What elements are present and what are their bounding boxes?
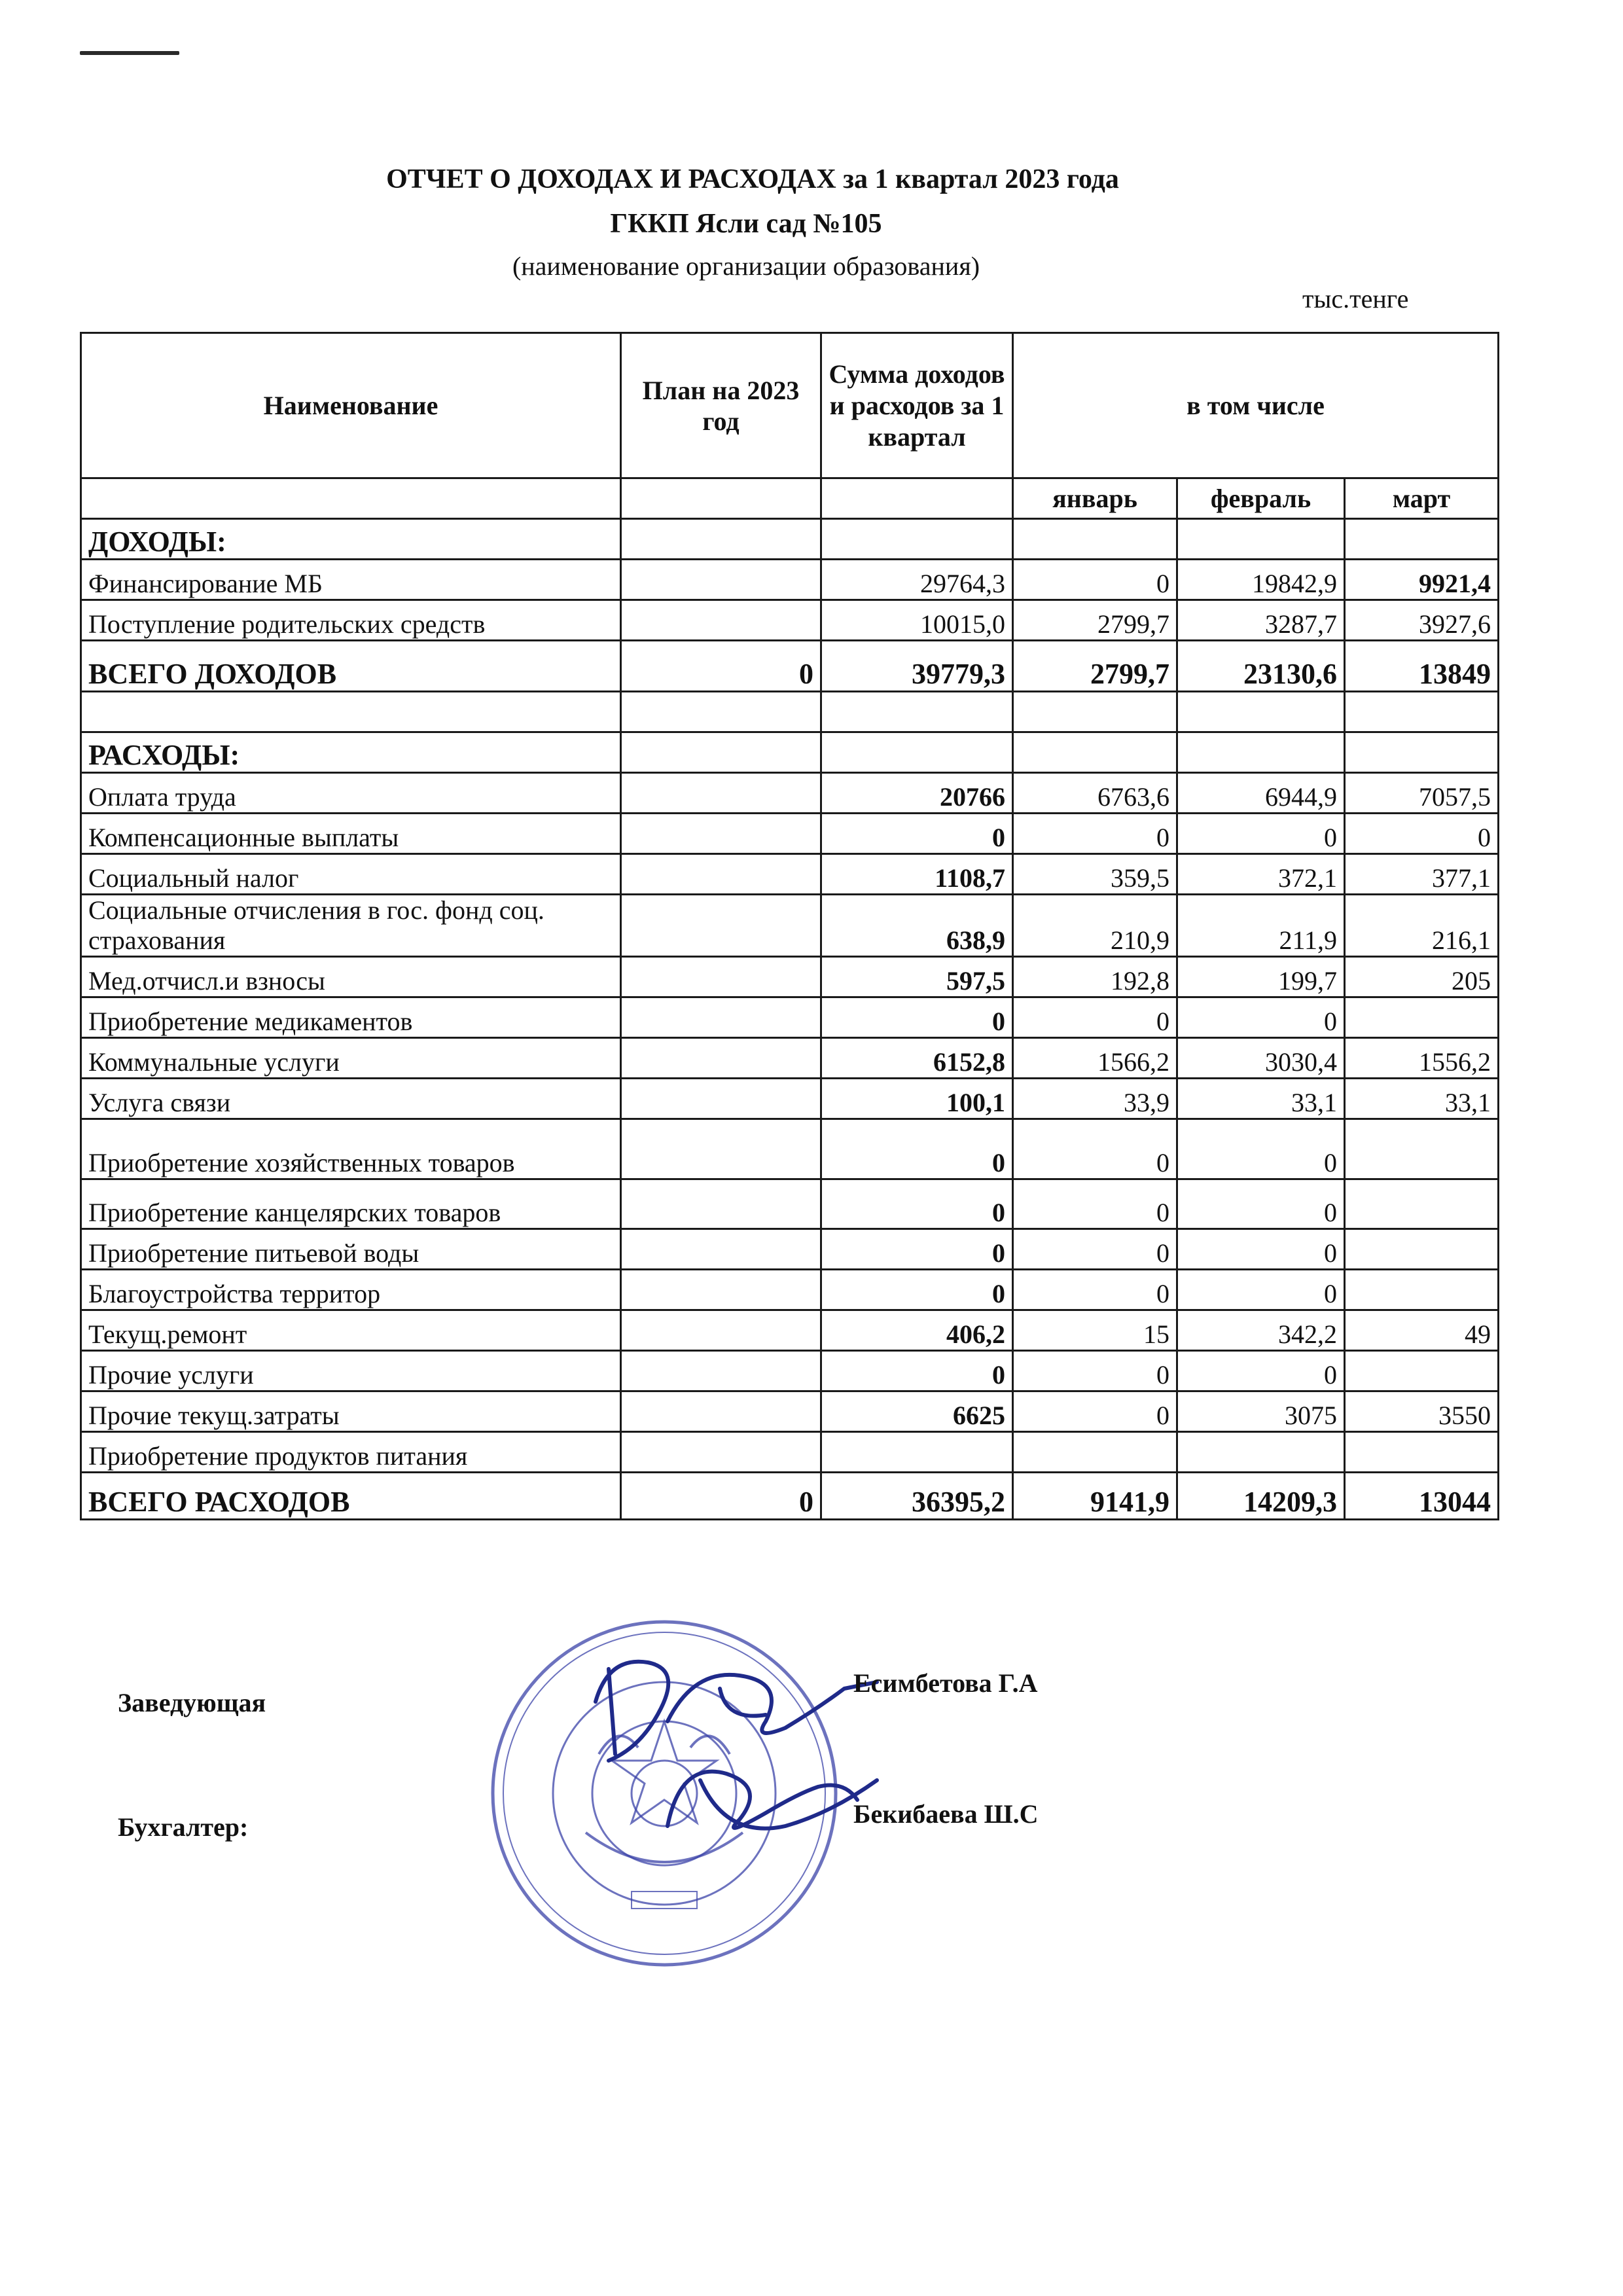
row-march: 205 [1345,957,1499,997]
income-expense-table [80,332,1499,1520]
table-row [81,1270,1499,1310]
row-plan [621,1270,821,1310]
row-february: 199,7 [1177,957,1345,997]
header-march: март [1345,478,1499,519]
table-row [81,1310,1499,1351]
table-row [81,957,1499,997]
table-row [81,1351,1499,1391]
row-january [1013,519,1177,560]
row-january: 0 [1013,814,1177,854]
row-name: ВСЕГО РАСХОДОВ [81,1473,621,1520]
row-february: 19842,9 [1177,560,1345,600]
row-january: 15 [1013,1310,1177,1351]
row-sum [821,1432,1013,1473]
row-march: 7057,5 [1345,773,1499,814]
row-name: Прочие услуги [81,1351,621,1391]
row-plan: 0 [621,641,821,692]
table-body [81,519,1499,1520]
row-january: 0 [1013,1229,1177,1270]
row-january: 210,9 [1013,895,1177,957]
row-sum: 0 [821,1229,1013,1270]
row-january: 2799,7 [1013,600,1177,641]
row-march [1345,1351,1499,1391]
header-months-row [81,478,1499,519]
row-march: 9921,4 [1345,560,1499,600]
row-february [1177,692,1345,732]
row-name [81,692,621,732]
row-february [1177,1432,1345,1473]
row-march: 3550 [1345,1391,1499,1432]
row-sum: 0 [821,1119,1013,1179]
row-sum: 0 [821,1270,1013,1310]
table-row [81,692,1499,732]
table-row [81,1432,1499,1473]
row-february: 0 [1177,1351,1345,1391]
row-sum: 0 [821,814,1013,854]
table-row [81,895,1499,957]
row-sum: 10015,0 [821,600,1013,641]
units-label: тыс.тенге [1302,284,1409,314]
table-row [81,997,1499,1038]
row-january [1013,692,1177,732]
row-january: 359,5 [1013,854,1177,895]
row-january: 0 [1013,997,1177,1038]
row-name: Текущ.ремонт [81,1310,621,1351]
row-march: 49 [1345,1310,1499,1351]
table-row [81,1391,1499,1432]
row-march [1345,732,1499,773]
row-sum: 6625 [821,1391,1013,1432]
row-march: 3927,6 [1345,600,1499,641]
row-march: 1556,2 [1345,1038,1499,1079]
row-january: 192,8 [1013,957,1177,997]
table-row [81,814,1499,854]
row-february: 3030,4 [1177,1038,1345,1079]
row-sum: 638,9 [821,895,1013,957]
row-name: Компенсационные выплаты [81,814,621,854]
row-february: 23130,6 [1177,641,1345,692]
row-january: 0 [1013,1270,1177,1310]
row-february: 6944,9 [1177,773,1345,814]
row-name: Коммунальные услуги [81,1038,621,1079]
table-row [81,854,1499,895]
corner-scan-mark [80,51,179,55]
row-february: 33,1 [1177,1079,1345,1119]
table-row [81,600,1499,641]
row-name: Прочие текущ.затраты [81,1391,621,1432]
row-january: 0 [1013,1391,1177,1432]
head-name: Есимбетова Г.А [853,1668,1038,1698]
row-plan [621,854,821,895]
row-february: 0 [1177,997,1345,1038]
header-sum: Сумма доходов и расходов за 1 квартал [821,333,1013,478]
row-sum: 20766 [821,773,1013,814]
header-name: Наименование [81,333,621,478]
row-february: 372,1 [1177,854,1345,895]
row-plan [621,1351,821,1391]
row-sum: 0 [821,1179,1013,1229]
row-plan [621,1310,821,1351]
row-sum: 36395,2 [821,1473,1013,1520]
row-sum: 6152,8 [821,1038,1013,1079]
row-february: 3287,7 [1177,600,1345,641]
row-january: 33,9 [1013,1079,1177,1119]
row-plan [621,1179,821,1229]
organization-caption: (наименование организации образования) [512,251,980,281]
row-name: Мед.отчисл.и взносы [81,957,621,997]
row-january: 0 [1013,560,1177,600]
row-name: Услуга связи [81,1079,621,1119]
row-february: 0 [1177,1179,1345,1229]
row-name: Социальный налог [81,854,621,895]
table-row [81,641,1499,692]
table-row [81,1079,1499,1119]
row-sum [821,692,1013,732]
row-plan [621,1038,821,1079]
report-title: ОТЧЕТ О ДОХОДАХ И РАСХОДАХ за 1 квартал 2023 года [386,164,1119,194]
row-march [1345,1179,1499,1229]
row-february: 342,2 [1177,1310,1345,1351]
row-march [1345,1270,1499,1310]
table-row [81,1119,1499,1179]
row-name: РАСХОДЫ: [81,732,621,773]
header-february: февраль [1177,478,1345,519]
table-row [81,560,1499,600]
row-march: 13849 [1345,641,1499,692]
row-january: 6763,6 [1013,773,1177,814]
row-february: 0 [1177,1270,1345,1310]
row-plan [621,957,821,997]
table-row [81,773,1499,814]
row-january: 0 [1013,1179,1177,1229]
row-plan [621,773,821,814]
table-row [81,519,1499,560]
row-march [1345,1432,1499,1473]
row-march [1345,519,1499,560]
row-february: 14209,3 [1177,1473,1345,1520]
row-march: 216,1 [1345,895,1499,957]
row-plan [621,1229,821,1270]
row-name: Благоустройства территор [81,1270,621,1310]
row-name: Поступление родительских средств [81,600,621,641]
row-march [1345,997,1499,1038]
row-plan [621,1391,821,1432]
row-february [1177,732,1345,773]
row-sum: 100,1 [821,1079,1013,1119]
row-january: 0 [1013,1119,1177,1179]
row-january [1013,732,1177,773]
row-plan [621,519,821,560]
row-plan: 0 [621,1473,821,1520]
row-march: 13044 [1345,1473,1499,1520]
row-name: Финансирование МБ [81,560,621,600]
row-february: 0 [1177,1229,1345,1270]
row-january: 1566,2 [1013,1038,1177,1079]
table-row [81,1229,1499,1270]
row-sum: 29764,3 [821,560,1013,600]
header-row [81,333,1499,478]
row-plan [621,1432,821,1473]
row-plan [621,732,821,773]
accountant-name: Бекибаева Ш.С [853,1799,1039,1829]
row-sum: 406,2 [821,1310,1013,1351]
row-name: Приобретение канцелярских товаров [81,1179,621,1229]
row-january: 9141,9 [1013,1473,1177,1520]
table-row [81,732,1499,773]
row-name: ВСЕГО ДОХОДОВ [81,641,621,692]
head-label: Заведующая [118,1688,266,1717]
row-february: 3075 [1177,1391,1345,1432]
row-name: Приобретение хозяйственных товаров [81,1119,621,1179]
row-name: Приобретение питьевой воды [81,1229,621,1270]
row-plan [621,1119,821,1179]
row-sum: 597,5 [821,957,1013,997]
row-january: 0 [1013,1351,1177,1391]
row-january [1013,1432,1177,1473]
row-sum: 0 [821,997,1013,1038]
row-sum: 39779,3 [821,641,1013,692]
row-name: Социальные отчисления в гос. фонд соц. страхования [81,895,621,957]
row-march [1345,692,1499,732]
table-row [81,1473,1499,1520]
row-plan [621,560,821,600]
row-sum [821,519,1013,560]
row-plan [621,600,821,641]
row-march [1345,1119,1499,1179]
row-sum: 0 [821,1351,1013,1391]
row-plan [621,692,821,732]
row-name: ДОХОДЫ: [81,519,621,560]
table-row [81,1038,1499,1079]
row-plan [621,814,821,854]
row-name: Оплата труда [81,773,621,814]
row-february [1177,519,1345,560]
organization-name: ГККП Ясли сад №105 [610,209,882,239]
row-february: 211,9 [1177,895,1345,957]
row-march: 377,1 [1345,854,1499,895]
row-february: 0 [1177,814,1345,854]
row-march: 0 [1345,814,1499,854]
row-march: 33,1 [1345,1079,1499,1119]
header-including: в том числе [1013,333,1499,478]
header-january: январь [1013,478,1177,519]
row-sum [821,732,1013,773]
row-name: Приобретение медикаментов [81,997,621,1038]
row-plan [621,895,821,957]
accountant-label: Бухгалтер: [118,1812,249,1842]
row-sum: 1108,7 [821,854,1013,895]
row-january: 2799,7 [1013,641,1177,692]
row-plan [621,997,821,1038]
row-name: Приобретение продуктов питания [81,1432,621,1473]
table-row [81,1179,1499,1229]
row-march [1345,1229,1499,1270]
row-february: 0 [1177,1119,1345,1179]
row-plan [621,1079,821,1119]
header-plan: План на 2023 год [621,333,821,478]
